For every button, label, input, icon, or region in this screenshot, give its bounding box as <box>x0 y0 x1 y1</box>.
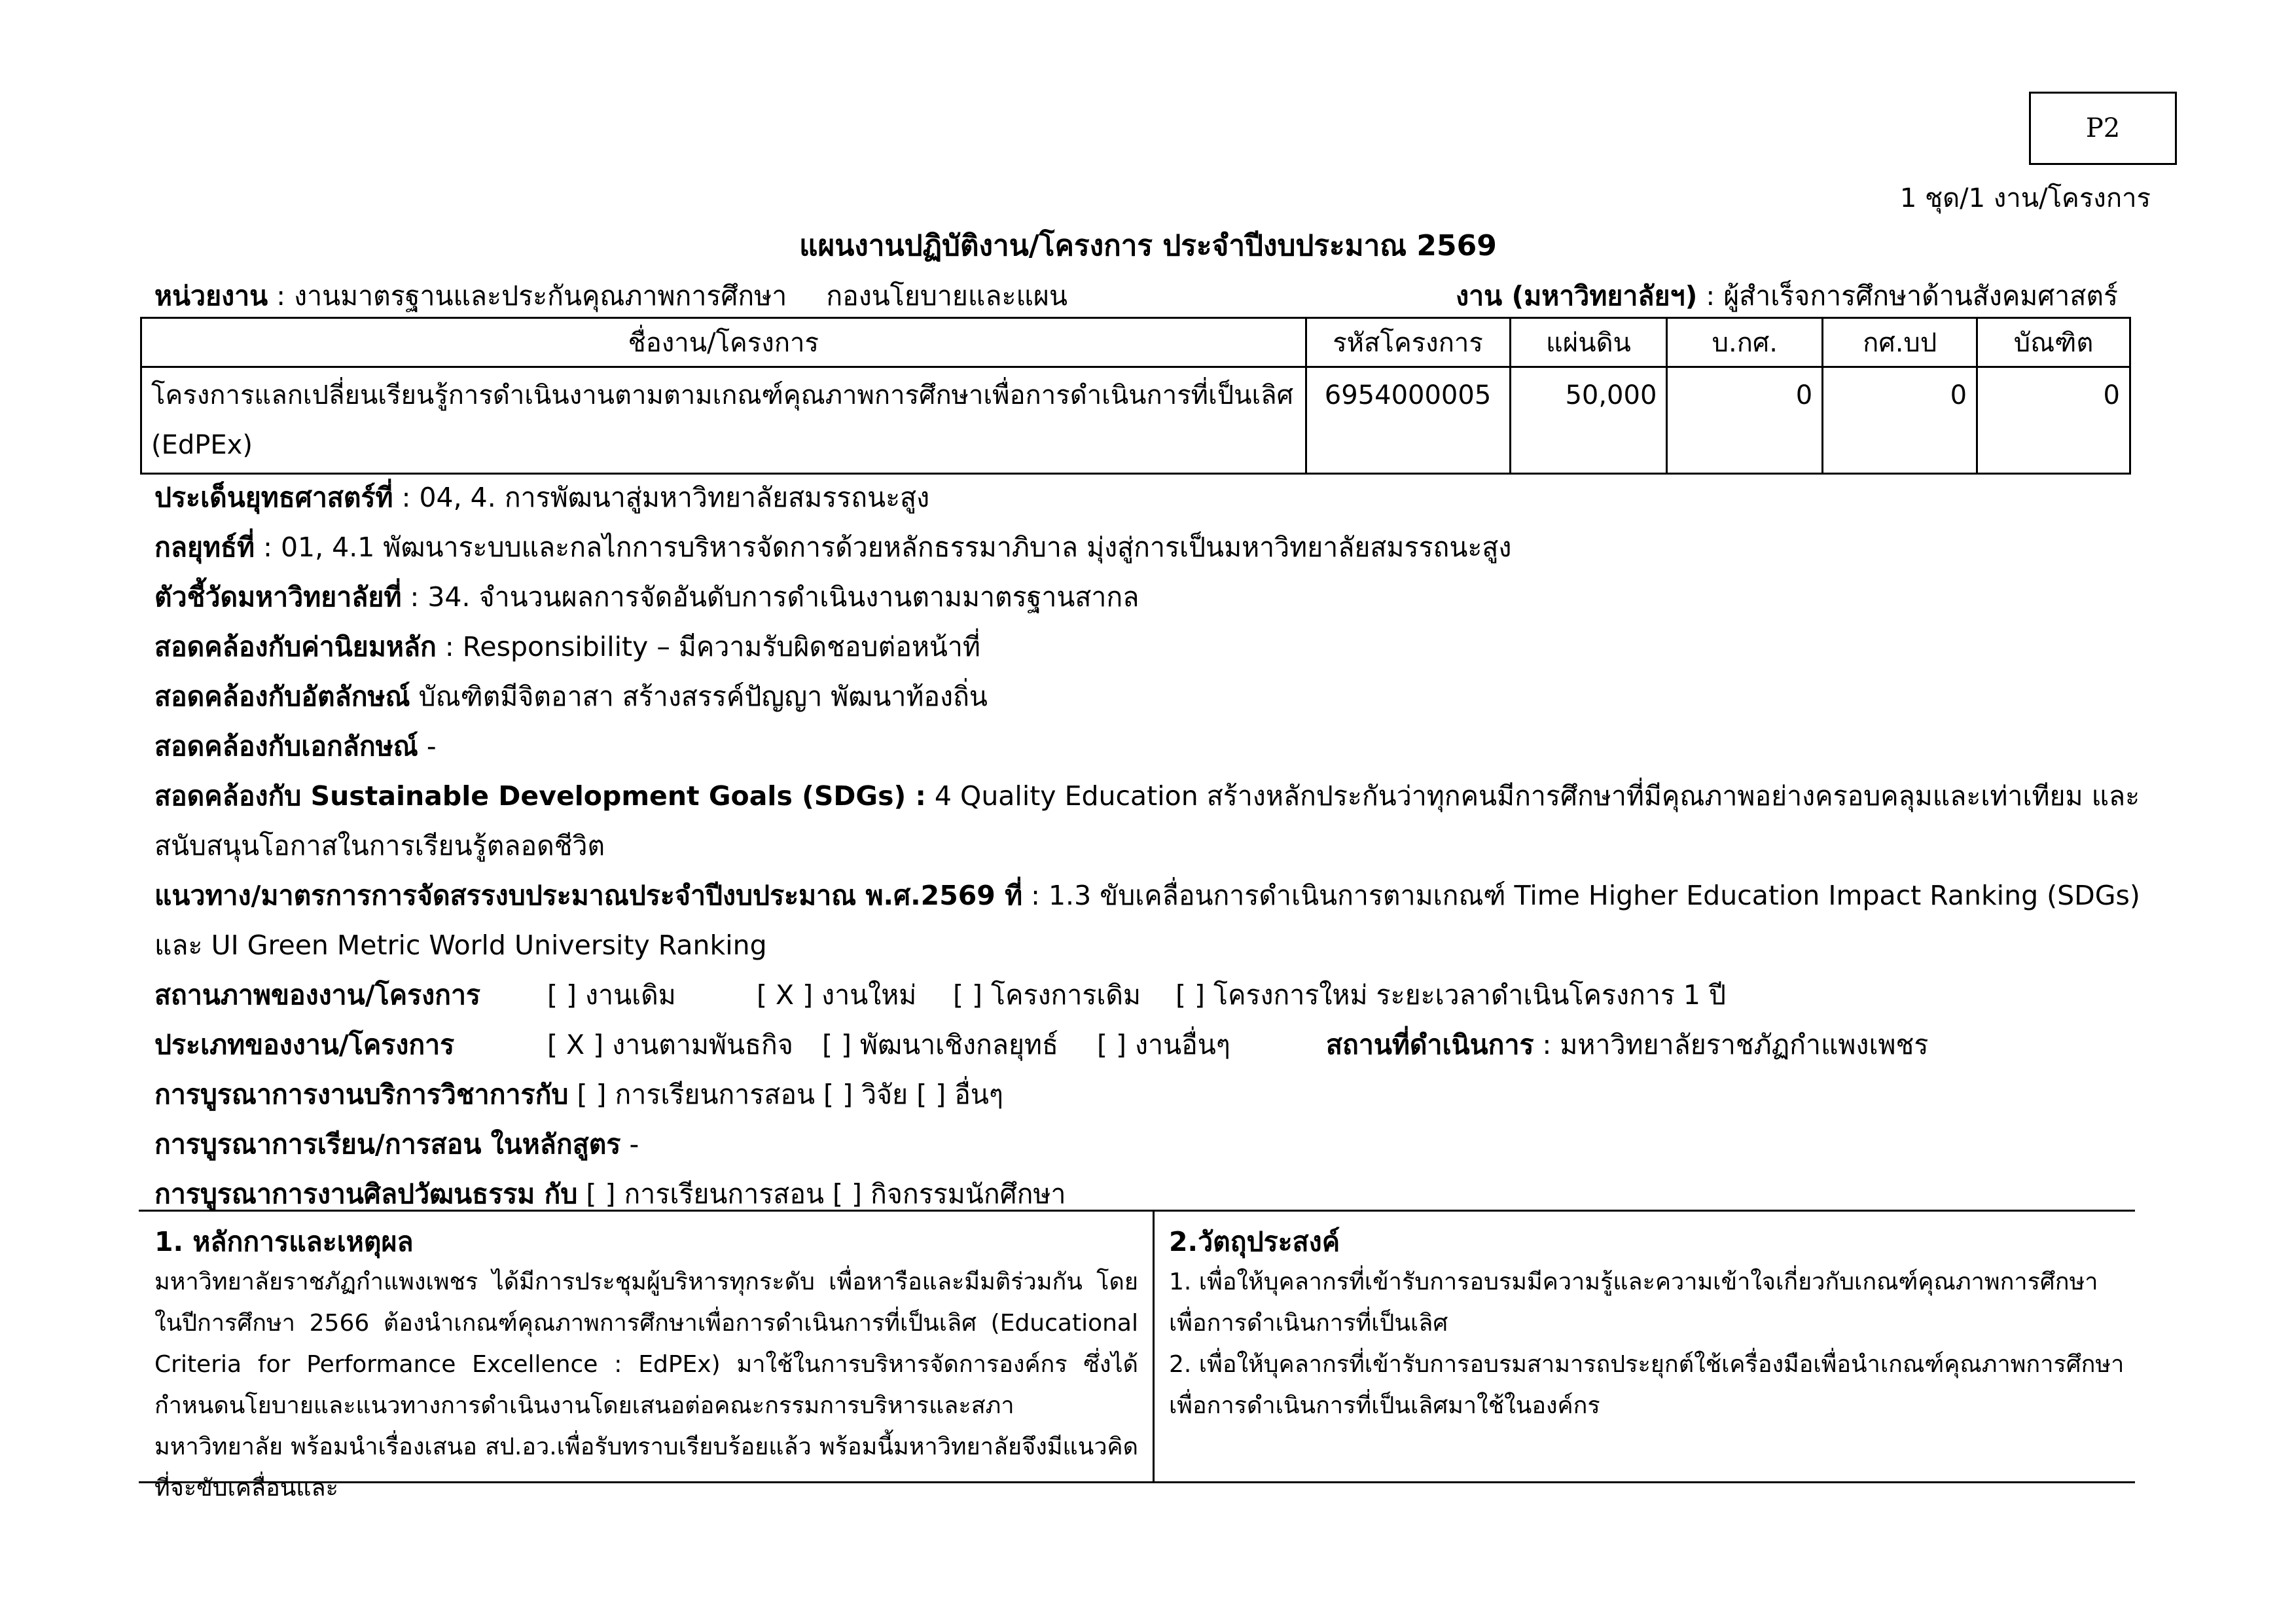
work-sep: : <box>1697 280 1724 312</box>
unit-row <box>154 275 2118 313</box>
header-state-budget: แผ่นดิน <box>1510 318 1667 367</box>
strategy-issue-value: : 04, 4. การพัฒนาสู่มหาวิทยาลัยสมรรถนะสูง <box>393 482 930 513</box>
principles-objectives-section <box>139 1210 2135 1502</box>
unit-name: งานมาตรฐานและประกันคุณภาพการศึกษา <box>294 280 787 312</box>
page-code: P2 <box>2085 113 2121 143</box>
identity-value: บัณฑิตมีจิตอาสา สร้างสรรค์ปัญญา พัฒนาท้องถิ่น <box>410 681 988 712</box>
unit-info <box>154 275 1067 317</box>
work-info <box>1456 275 2118 317</box>
project-duration: ระยะเวลาดำเนินโครงการ 1 ปี <box>1376 979 1727 1011</box>
culture-value: [ ] การเรียนการสอน [ ] กิจกรรมนักศึกษา <box>577 1178 1066 1210</box>
indicator-value: : 34. จำนวนผลการจัดอันดับการดำเนินงานตามมาตรฐานสากล <box>401 581 1139 613</box>
place-value: : มหาวิทยาลัยราชภัฏกำแพงเพชร <box>1534 1029 1929 1060</box>
strategy-issue-line <box>154 473 2151 522</box>
academic-service-line <box>154 1070 2151 1119</box>
principles-body: มหาวิทยาลัยราชภัฏกำแพงเพชร ได้มีการประชุมผู้บริหารทุกระดับ เพื่อหารือและมีมติร่วมกัน โดยในปีการศึกษา 2566 ต้องนำเกณฑ์คุณภาพการศึกษาเพื่อการดำเนินการที่เป็นเลิศ (Educational Criteria for Performance Excellence : EdPEx) มาใช้ในการบริหารจัดการองค์กร ซึ่งได้กำหนดนโยบายและแนวทางการดำเนินงานโดยเสนอต่อคณะกรรมการบริหารและสภามหาวิทยาลัย พร้อมนำเรื่องเสนอ สป.อว.เพื่อรับทราบเรียบร้อยแล้ว พร้อมนี้มหาวิทยาลัยจึงมีแนวคิดที่จะขับเคลื่อนและ <box>154 1269 1138 1502</box>
document-title: แผนงานปฏิบัติงาน/โครงการ ประจำปีงบประมาณ 2569 <box>799 229 1497 262</box>
header-ksbp: กศ.บป <box>1823 318 1977 367</box>
type-option-mission: [ X ] งานตามพันธกิจ <box>547 1029 793 1060</box>
curriculum-label: การบูรณาการเรียน/การสอน ในหลักสูตร <box>154 1128 621 1160</box>
identity-line <box>154 672 2151 721</box>
status-option-new-project: [ ] โครงการใหม่ <box>1175 979 1368 1011</box>
sdgs-value: 4 Quality Education สร้างหลักประกันว่าทุกคนมีการศึกษาที่มีคุณภาพอย่างครอบคลุมและเท่าเทียม และสนับสนุนโอกาสในการเรียนรู้ตลอดชีวิต <box>154 780 2140 861</box>
objectives-column <box>1155 1212 2135 1481</box>
cell-project-code: 6954000005 <box>1306 367 1510 474</box>
principles-heading: 1. หลักการและเหตุผล <box>154 1226 414 1257</box>
place-label: สถานที่ดำเนินการ <box>1326 1029 1534 1060</box>
unit-label: หน่วยงาน <box>154 280 268 312</box>
core-value-value: : Responsibility – มีความรับผิดชอบต่อหน้าที่ <box>436 631 980 662</box>
status-option-new-work: [ X ] งานใหม่ <box>757 979 917 1011</box>
sdgs-label: สอดคล้องกับ Sustainable Development Goals (SDGs) : <box>154 780 926 812</box>
identity-label: สอดคล้องกับอัตลักษณ์ <box>154 681 410 712</box>
header-project-name: ชื่องาน/โครงการ <box>141 318 1306 367</box>
uniqueness-value: - <box>418 731 437 762</box>
objective-item-1: 1. เพื่อให้บุคลากรที่เข้ารับการอบรมมีความรู้และความเข้าใจเกี่ยวกับเกณฑ์คุณภาพการศึกษาเพื่อการดำเนินการที่เป็นเลิศ <box>1169 1269 2098 1337</box>
unit-sep: : <box>268 280 295 312</box>
set-label: 1 ชุด/1 งาน/โครงการ <box>1899 183 2151 213</box>
strategy-line <box>154 522 2151 572</box>
type-label: ประเภทของงาน/โครงการ <box>154 1029 455 1060</box>
academic-service-value: [ ] การเรียนการสอน [ ] วิจัย [ ] อื่นๆ <box>568 1079 1003 1110</box>
status-option-existing-project: [ ] โครงการเดิม <box>953 979 1141 1011</box>
strategy-value: : 01, 4.1 พัฒนาระบบและกลไกการบริหารจัดการด้วยหลักธรรมาภิบาล มุ่งสู่การเป็นมหาวิทยาลัยสมรรถนะสูง <box>255 532 1512 563</box>
cell-ksbp: 0 <box>1823 367 1977 474</box>
indicator-label: ตัวชี้วัดมหาวิทยาลัยที่ <box>154 581 402 613</box>
status-label: สถานภาพของงาน/โครงการ <box>154 979 481 1011</box>
work-value: ผู้สำเร็จการศึกษาด้านสังคมศาสตร์ <box>1723 280 2118 312</box>
curriculum-value: - <box>620 1128 639 1160</box>
status-option-existing-work: [ ] งานเดิม <box>547 979 676 1011</box>
uniqueness-line <box>154 721 2151 771</box>
type-option-strategic: [ ] พัฒนาเชิงกลยุทธ์ <box>822 1029 1059 1060</box>
cell-graduate: 0 <box>1977 367 2130 474</box>
curriculum-line <box>154 1119 2151 1169</box>
budget-guideline-value: : 1.3 ขับเคลื่อนการดำเนินการตามเกณฑ์ Time Higher Education Impact Ranking (SDGs) และ UI Green Metric World University Ranking <box>154 880 2140 961</box>
sdgs-line <box>154 771 2151 871</box>
header-graduate: บัณฑิต <box>1977 318 2130 367</box>
header-bks: บ.กศ. <box>1667 318 1823 367</box>
cell-bks: 0 <box>1667 367 1823 474</box>
type-line <box>154 1020 2151 1070</box>
budget-guideline-line <box>154 871 2151 970</box>
work-label: งาน (มหาวิทยาลัยฯ) <box>1456 280 1698 312</box>
cell-project-name: โครงการแลกเปลี่ยนเรียนรู้การดำเนินงานตามตามเกณฑ์คุณภาพการศึกษาเพื่อการดำเนินการที่เป็นเลิศ (EdPEx) <box>141 367 1306 474</box>
objectives-heading: 2.วัตถุประสงค์ <box>1169 1226 1340 1257</box>
page-code-box <box>2029 92 2177 165</box>
uniqueness-label: สอดคล้องกับเอกลักษณ์ <box>154 731 418 762</box>
principles-column <box>139 1212 1155 1502</box>
budget-guideline-label: แนวทาง/มาตรการการจัดสรรงบประมาณประจำปีงบประมาณ พ.ศ.2569 ที่ <box>154 880 1023 911</box>
table-row <box>141 367 2130 474</box>
table-header-row <box>141 318 2130 367</box>
academic-service-label: การบูรณาการงานบริการวิชาการกับ <box>154 1079 569 1110</box>
core-value-line <box>154 622 2151 672</box>
header-project-code: รหัสโครงการ <box>1306 318 1510 367</box>
type-option-other: [ ] งานอื่นๆ <box>1097 1029 1230 1060</box>
cell-state-budget: 50,000 <box>1510 367 1667 474</box>
unit-division: กองนโยบายและแผน <box>826 280 1067 312</box>
indicator-line <box>154 572 2151 622</box>
culture-label: การบูรณาการงานศิลปวัฒนธรรม กับ <box>154 1178 578 1210</box>
project-info <box>154 473 2151 1219</box>
core-value-label: สอดคล้องกับค่านิยมหลัก <box>154 631 437 662</box>
project-table <box>140 317 2131 475</box>
strategy-label: กลยุทธ์ที่ <box>154 532 255 563</box>
status-line <box>154 970 2151 1020</box>
strategy-issue-label: ประเด็นยุทธศาสตร์ที่ <box>154 482 393 513</box>
objective-item-2: 2. เพื่อให้บุคลากรที่เข้ารับการอบรมสามารถประยุกต์ใช้เครื่องมือเพื่อนำเกณฑ์คุณภาพการศึกษาเพื่อการดำเนินการที่เป็นเลิศมาใช้ในองค์กร <box>1169 1351 2125 1419</box>
